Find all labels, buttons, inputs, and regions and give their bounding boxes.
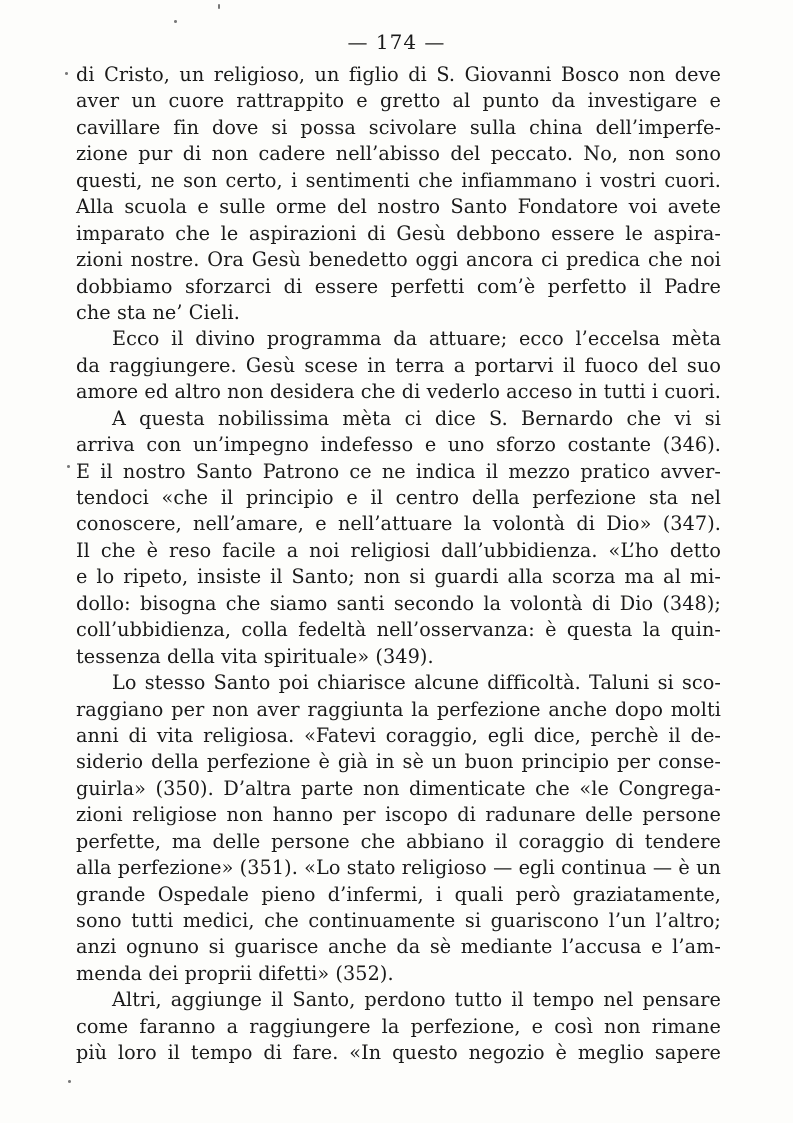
text-line: coll’ubbidienza, colla fedeltà nell’osservanza: è questa la quin- bbox=[76, 618, 721, 642]
text-line: sono tutti medici, che continuamente si guariscono l’un l’altro; bbox=[76, 909, 721, 932]
text-line: Altri, aggiunge il Santo, perdono tutto il tempo nel pensare bbox=[112, 988, 721, 1012]
text-line: Ecco il divino programma da attuare; ecco l’eccelsa mèta bbox=[112, 327, 721, 351]
text-line: zioni religiose non hanno per iscopo di radunare delle persone bbox=[76, 803, 721, 827]
text-line: e lo ripeto, insiste il Santo; non si guardi alla scorza ma al mi- bbox=[76, 565, 721, 589]
text-line: di Cristo, un religioso, un figlio di S. Giovanni Bosco non deve bbox=[76, 63, 721, 86]
text-line: cavillare fin dove si possa scivolare sulla china dell’imperfe- bbox=[76, 115, 721, 139]
text-line: raggiano per non aver raggiunta la perfezione anche dopo molti bbox=[76, 697, 721, 721]
text-line: siderio della perfezione è già in sè un buon principio per conse- bbox=[76, 750, 721, 774]
scan-speck bbox=[218, 4, 220, 9]
text-line: E il nostro Santo Patrono ce ne indica il mezzo pratico avver- bbox=[76, 459, 721, 483]
text-line: che sta ne’ Cieli. bbox=[76, 300, 240, 324]
text-line: aver un cuore rattrappito e gretto al punto da investigare e bbox=[76, 89, 721, 113]
text-line: imparato che le aspirazioni di Gesù debbono essere le aspira- bbox=[76, 221, 721, 245]
text-line: perfette, ma delle persone che abbiano il coraggio di tendere bbox=[76, 829, 721, 853]
scan-speck bbox=[67, 465, 70, 468]
text-line: Il che è reso facile a noi religiosi dall’ubbidienza. «L’ho detto bbox=[76, 538, 721, 562]
text-line: tessenza della vita spirituale» (349). bbox=[76, 644, 434, 668]
page-number: — 174 — bbox=[347, 30, 446, 54]
text-line: tendoci «che il principio e il centro della perfezione sta nel bbox=[76, 486, 721, 509]
text-line: più loro il tempo di fare. «In questo negozio è meglio sapere bbox=[76, 1041, 721, 1065]
scan-speck bbox=[68, 1080, 71, 1083]
text-line: anzi ognuno si guarisce anche da sè mediante l’accusa e l’am- bbox=[76, 935, 721, 959]
text-line: zione pur di non cadere nell’abisso del peccato. No, non sono bbox=[76, 142, 721, 166]
text-line: conoscere, nell’amare, e nell’attuare la volontà di Dio» (347). bbox=[76, 512, 721, 536]
text-line: guirla» (350). D’altra parte non dimenticate che «le Congrega- bbox=[76, 776, 721, 800]
scan-speck bbox=[174, 20, 177, 23]
text-line: amore ed altro non desidera che di vederlo acceso in tutti i cuori. bbox=[76, 380, 721, 404]
text-line: come faranno a raggiungere la perfezione, e così non rimane bbox=[76, 1014, 721, 1038]
body-text bbox=[76, 62, 721, 1067]
text-line: Lo stesso Santo poi chiarisce alcune difficoltà. Taluni si sco- bbox=[112, 671, 721, 695]
text-line: alla perfezione» (351). «Lo stato religioso — egli continua — è un bbox=[76, 856, 721, 880]
text-line: dollo: bisogna che siamo santi secondo la volontà di Dio (348); bbox=[76, 591, 721, 615]
text-line: da raggiungere. Gesù scese in terra a portarvi il fuoco del suo bbox=[76, 353, 721, 377]
text-line: A questa nobilissima mèta ci dice S. Bernardo che vi si bbox=[112, 406, 721, 430]
text-line: arriva con un’impegno indefesso e uno sforzo costante (346). bbox=[76, 433, 721, 457]
text-line: menda dei proprii difetti» (352). bbox=[76, 961, 394, 985]
text-line: dobbiamo sforzarci di essere perfetti com’è perfetto il Padre bbox=[76, 274, 721, 298]
text-line: grande Ospedale pieno d’infermi, i quali però graziatamente, bbox=[76, 882, 721, 906]
text-line: anni di vita religiosa. «Fatevi coraggio, egli dice, perchè il de- bbox=[76, 723, 721, 747]
scan-speck bbox=[65, 72, 68, 75]
text-line: questi, ne son certo, i sentimenti che infiammano i vostri cuori. bbox=[76, 168, 721, 192]
text-line: zioni nostre. Ora Gesù benedetto oggi ancora ci predica che noi bbox=[76, 248, 721, 272]
text-line: Alla scuola e sulle orme del nostro Santo Fondatore voi avete bbox=[76, 195, 721, 219]
